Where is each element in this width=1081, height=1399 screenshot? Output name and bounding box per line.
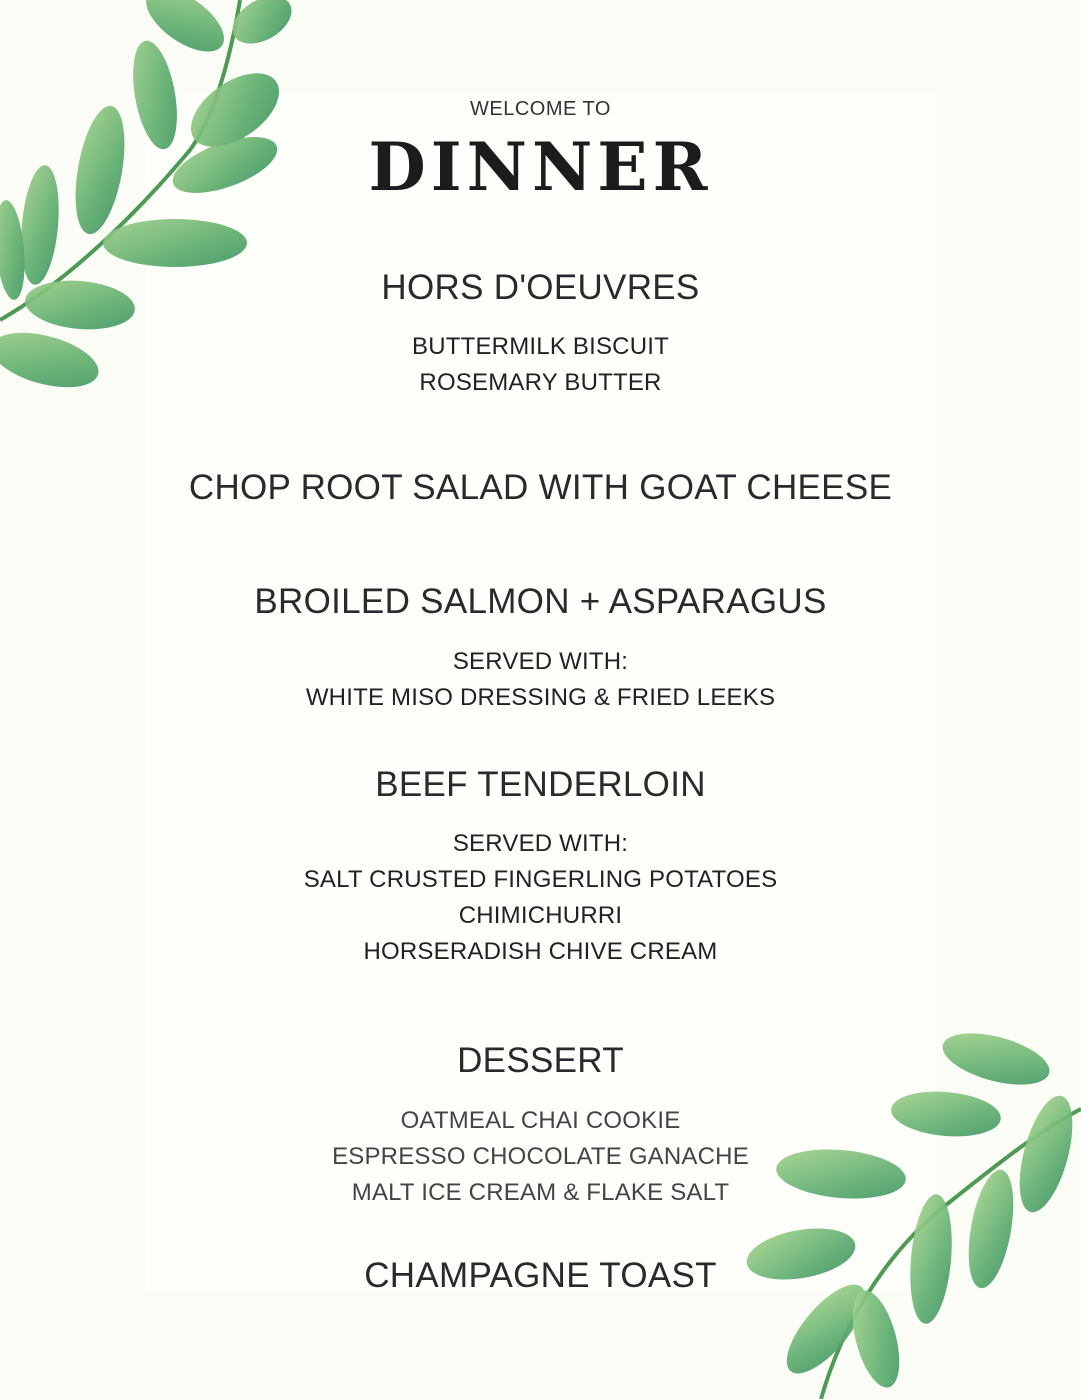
course-title: BROILED SALMON + ASPARAGUS (254, 582, 827, 621)
course-title: CHOP ROOT SALAD WITH GOAT CHEESE (188, 468, 893, 507)
course-item: SERVED WITH: (452, 648, 629, 675)
course-title: CHAMPAGNE TOAST (364, 1256, 717, 1295)
page-title: DINNER (368, 128, 713, 206)
course-item: CHIMICHURRI (458, 902, 623, 929)
course-title: DESSERT (457, 1041, 624, 1080)
course-item: HORSERADISH CHIVE CREAM (363, 938, 718, 965)
course-title: HORS D'OEUVRES (381, 268, 700, 307)
course-item: SALT CRUSTED FINGERLING POTATOES (303, 866, 778, 893)
course-item: BUTTERMILK BISCUIT (412, 333, 669, 360)
course-item: OATMEAL CHAI COOKIE (400, 1107, 681, 1134)
course-item: ROSEMARY BUTTER (419, 369, 662, 396)
course-item: MALT ICE CREAM & FLAKE SALT (351, 1179, 730, 1206)
course-item: ESPRESSO CHOCOLATE GANACHE (332, 1143, 749, 1170)
course-item: SERVED WITH: (452, 830, 629, 857)
welcome-text: WELCOME TO (470, 98, 611, 120)
course-item: WHITE MISO DRESSING & FRIED LEEKS (305, 684, 776, 711)
course-title: BEEF TENDERLOIN (375, 765, 706, 804)
